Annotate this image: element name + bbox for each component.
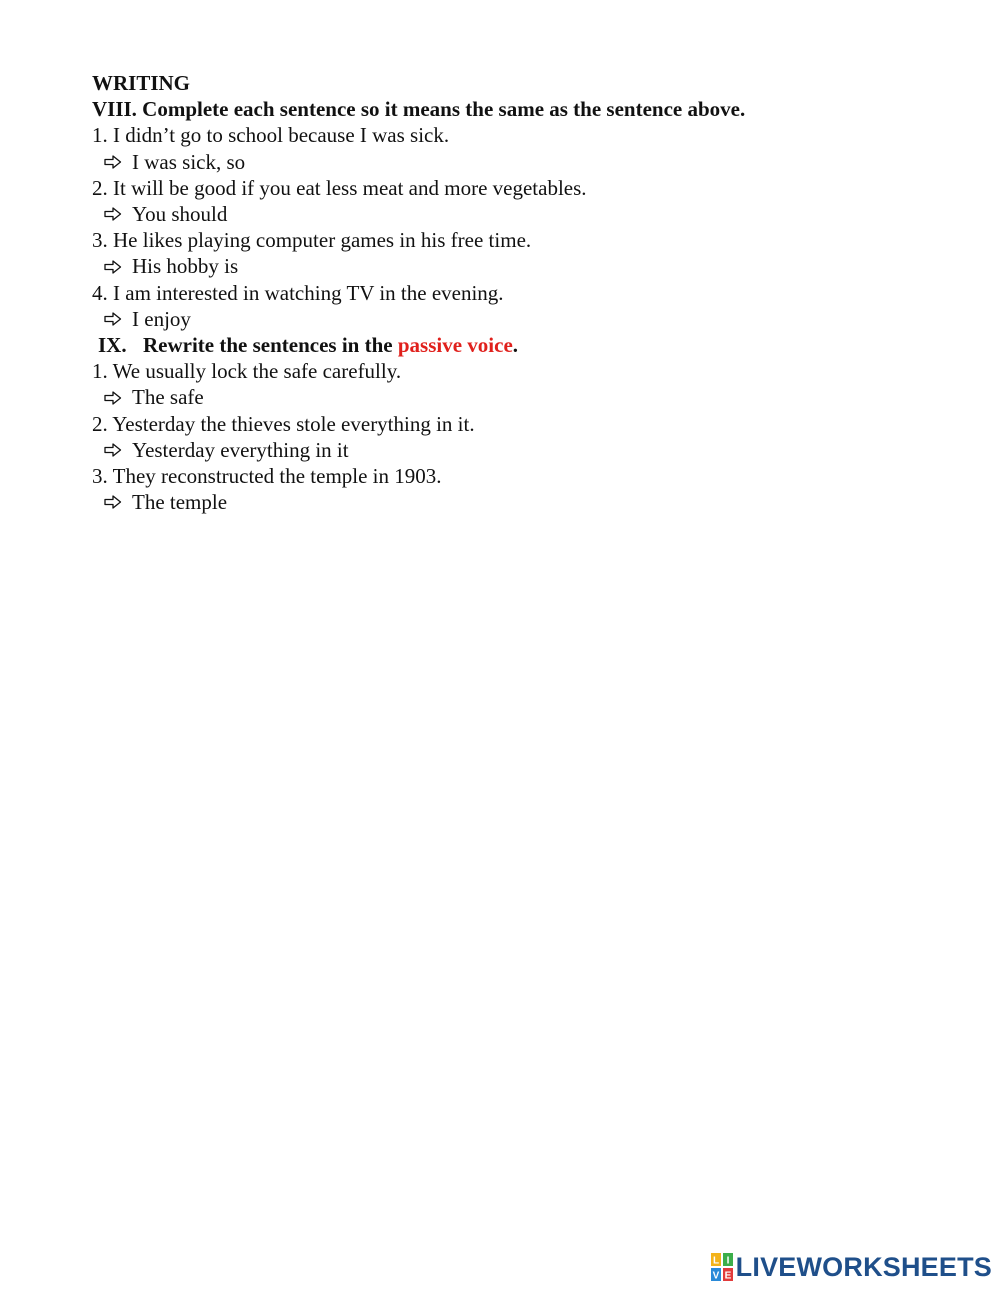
question-prompt: 4. I am interested in watching TV in the evening. xyxy=(92,280,504,305)
logo-letter: E xyxy=(724,1270,732,1281)
section-9-title xyxy=(92,332,972,358)
arrow-right-outline-icon xyxy=(104,306,132,332)
arrow-right-outline-icon xyxy=(104,149,132,175)
question-prompt: 1. I didn’t go to school because I was sick. xyxy=(92,123,450,148)
logo-letter: I xyxy=(726,1255,730,1267)
liveworksheets-logo-icon xyxy=(711,1253,733,1281)
answer-stem: I was sick, so xyxy=(132,149,246,174)
answer-line xyxy=(92,253,972,279)
answer-line xyxy=(92,437,972,463)
section-9-number: IX. xyxy=(98,333,127,358)
liveworksheets-branding xyxy=(711,1251,992,1283)
section-8-items xyxy=(92,122,972,332)
question-prompt: 2. Yesterday the thieves stole everything in it. xyxy=(92,411,475,436)
section-9-title-text: Rewrite the sentences in the xyxy=(143,333,398,358)
answer-stem: The safe xyxy=(132,385,204,410)
arrow-right-outline-icon xyxy=(104,385,132,411)
question-prompt: 1. We usually lock the safe carefully. xyxy=(92,359,402,384)
answer-stem: The temple xyxy=(132,490,228,515)
question-prompt: 3. He likes playing computer games in his free time. xyxy=(92,228,532,253)
worksheet xyxy=(92,70,972,515)
section-9-title-end: . xyxy=(512,333,519,358)
answer-line xyxy=(92,489,972,515)
arrow-right-outline-icon xyxy=(104,254,132,280)
arrow-right-outline-icon xyxy=(104,201,132,227)
question-prompt: 3. They reconstructed the temple in 1903. xyxy=(92,464,442,489)
question-prompt: 2. It will be good if you eat less meat and more vegetables. xyxy=(92,175,587,200)
answer-line xyxy=(92,384,972,410)
answer-stem: Yesterday everything in it xyxy=(132,437,349,462)
arrow-right-outline-icon xyxy=(104,437,132,463)
arrow-right-outline-icon xyxy=(104,489,132,515)
logo-letter: V xyxy=(712,1270,720,1281)
passive-voice-highlight: passive voice xyxy=(397,333,513,358)
answer-stem: You should xyxy=(132,202,228,227)
section-9-items xyxy=(92,358,972,515)
answer-line xyxy=(92,149,972,175)
page-heading: WRITING xyxy=(92,71,191,95)
answer-stem: I enjoy xyxy=(132,306,191,331)
logo-letter: L xyxy=(712,1255,719,1267)
answer-line xyxy=(92,306,972,332)
brand-name: LIVEWORKSHEETS xyxy=(735,1251,992,1282)
section-8-title: VIII. Complete each sentence so it means the same as the sentence above. xyxy=(92,97,746,122)
answer-stem: His hobby is xyxy=(132,254,239,279)
answer-line xyxy=(92,201,972,227)
